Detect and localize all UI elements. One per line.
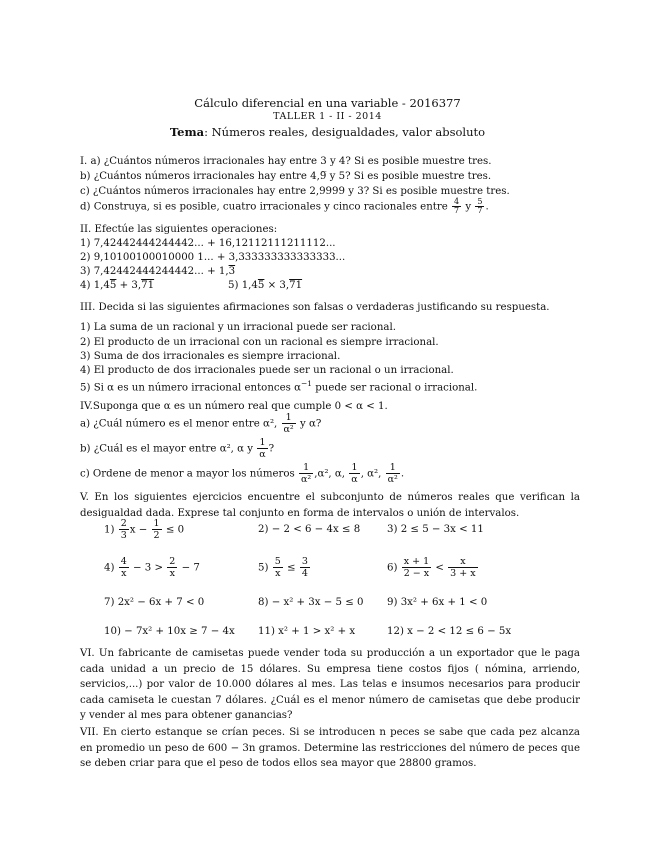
frac-den: 7 [454,206,460,215]
q4b-fraction [257,437,267,460]
q2-op2: 2) 9,10100100010000 1... + 3,333333333333333... [80,252,346,263]
q2-op1: 1) 7,42442444244442... + 16,12112111211112... [80,238,336,249]
q2-op5-b: 5 [257,280,265,291]
frac-num: 1 [257,437,267,449]
e4-label: 4) [104,562,115,574]
q1d-fraction-2 [475,198,484,215]
q2-op4 [80,280,154,291]
e6-fraction-1 [402,556,431,579]
q5-e1 [104,518,184,541]
e6-label: 6) [387,562,398,574]
q4c-mid1: ,α², α, [314,468,349,480]
q4a-fraction [282,412,296,435]
tema-text: : Números reales, desigualdades, valor absoluto [204,125,486,139]
frac-num: 2 [120,518,127,529]
e1-end: ≤ 0 [165,524,185,536]
tema-line [0,125,655,139]
frac-num: 2 [169,556,176,567]
q1d-end: . [485,201,489,213]
frac-den: α² [387,474,398,485]
frac-num: 1 [299,462,313,474]
q1c: c) ¿Cuántos números irracionales hay entre 2,9999 y 3? Si es posible muestre tres. [80,186,510,197]
e4-end: − 7 [181,562,200,574]
frac-num: x [448,556,477,568]
frac-den: α [351,474,358,485]
q2-op5 [228,280,302,291]
e4-mid: − 3 > [133,562,164,574]
q5-e2: 2) − 2 < 6 − 4x ≤ 8 [258,524,361,535]
q3-s5 [80,379,477,393]
e1-fraction-1 [119,518,129,541]
q5-e5 [258,556,311,579]
frac-num: 5 [477,197,483,206]
q4a-suffix: y α? [296,418,322,430]
q4c-fraction-1 [299,462,313,485]
q4a [80,412,321,435]
frac-num: 1 [282,412,296,424]
frac-num: 1 [349,462,359,474]
q2-op4-b: 5 [109,280,117,291]
frac-den: 3 + x [450,568,476,579]
q1d [80,198,489,215]
q2-op4-c: + 3, [116,280,142,291]
q1d-and: y [465,201,472,213]
e4-fraction-1 [119,556,129,579]
q2-op3 [80,266,235,277]
e6-fraction-2 [448,556,477,579]
e5-label: 5) [258,562,269,574]
q5-e7: 7) 2x² − 6x + 7 < 0 [104,597,205,608]
q4-title: IV.Suponga que α es un número real que cumple 0 < α < 1. [80,401,388,412]
q4b-suffix: ? [268,443,275,455]
q2-op5-d: 71 [289,280,303,291]
q1d-fraction-1 [452,198,461,215]
q3-s5-b: puede ser racional o irracional. [312,382,478,394]
q3-s4: 4) El producto de dos irracionales puede ser un racional o un irracional. [80,365,454,376]
frac-den: 2 [153,530,160,541]
frac-den: x [169,568,175,579]
q3-s5-a: 5) Si α es un número irracional entonces α [80,382,301,394]
frac-den: 7 [477,206,483,215]
q3-s1: 1) La suma de un racional y un irracional puede ser racional. [80,322,396,333]
q3-s5-sup: −1 [300,379,313,388]
q5-e4 [104,556,200,579]
q2-op3-text: 3) 7,42442444244442... + 1, [80,266,229,277]
e5-fraction-1 [273,556,283,579]
q4c-prefix: c) Ordene de menor a mayor los números [80,468,298,480]
q2-op3-repeat: 3 [228,266,236,277]
e5-fraction-2 [300,556,310,579]
q2-op4-d: 71 [141,280,155,291]
frac-den: 3 [120,530,127,541]
frac-den: x [121,568,127,579]
q7-text: VII. En cierto estanque se crían peces. Si se introducen n peces se sabe que cada pez alcanza en promedio un peso de 600 − 3n gramos. Determine las restricciones del número de peces que se deben criar para que el peso de todos ellos sea mayor que 28800 gramos. [80,727,580,769]
q2-op5-a: 5) 1,4 [228,280,258,291]
frac-den: α² [300,474,312,485]
frac-den: x [275,568,281,579]
q4c-fraction-2 [349,462,359,485]
q5-e12: 12) x − 2 < 12 ≤ 6 − 5x [387,626,512,637]
q5-e6 [387,556,479,579]
frac-num: 1 [386,462,400,474]
course-title: Cálculo diferencial en una variable - 2016377 [194,96,461,110]
frac-den: 2 − x [403,568,430,579]
frac-num: 1 [153,518,160,529]
q4c [80,462,404,485]
q2-title: II. Efectúe las siguientes operaciones: [80,224,278,235]
frac-num: 4 [454,197,460,206]
q3-title: III. Decida si las siguientes afirmaciones son falsas o verdaderas justificando su respuesta. [80,302,550,313]
e1-fraction-2 [152,518,162,541]
q5-e3: 3) 2 ≤ 5 − 3x < 11 [387,524,484,535]
q4b [80,437,274,460]
q5-intro: V. En los siguientes ejercicios encuentre el subconjunto de números reales que verifican la desigualdad dada. Exprese tal conjunto en forma de intervalos o unión de intervalos. [80,492,580,519]
q5-e9: 9) 3x² + 6x + 1 < 0 [387,597,488,608]
q4c-end: . [400,468,405,480]
tema-label: Tema [169,125,205,139]
e1-label: 1) [104,524,115,536]
q1b: b) ¿Cuántos números irracionales hay entre 4,9̅ y 5? Si es posible muestre tres. [80,171,492,182]
q4c-fraction-3 [386,462,400,485]
q1a: I. a) ¿Cuántos números irracionales hay entre 3 y 4? Si es posible muestre tres. [80,156,492,167]
frac-num: 5 [274,556,281,567]
frac-den: α² [283,424,294,435]
q1d-text: d) Construya, si es posible, cuatro irracionales y cinco racionales entre [80,201,448,213]
e1-mid: x − [129,524,148,536]
e6-mid: < [435,562,444,574]
q5-e10: 10) − 7x² + 10x ≥ 7 − 4x [104,626,235,637]
q3-s3: 3) Suma de dos irracionales es siempre irracional. [80,351,341,362]
q6-text: VI. Un fabricante de camisetas puede vender toda su producción a un exportador que le paga cada unidad a un precio de 15 dólares. Su empresa tiene costos fijos ( nómina, arriendo, servicios,...) por valor de 10.000 dólares al mes. Las telas e insumos necesarios para producir cada camiseta le cuestan 7 dólares. ¿Cuál es el menor número de camisetas que debe producir y vender al mes para obtener ganancias? [80,648,580,721]
frac-den: α [259,449,266,460]
taller-title: TALLER 1 - II - 2014 [273,111,382,122]
q4a-prefix: a) ¿Cuál número es el menor entre α², [80,418,281,430]
frac-num: x + 1 [403,556,430,567]
q4b-prefix: b) ¿Cuál es el mayor entre α², α y [80,443,257,455]
frac-num: 3 [301,556,308,567]
q2-op4-a: 4) 1,4 [80,280,110,291]
e4-fraction-2 [167,556,177,579]
q5-e8: 8) − x² + 3x − 5 ≤ 0 [258,597,364,608]
e5-mid: ≤ [287,562,296,574]
q2-op5-c: × 3, [264,280,290,291]
frac-num: 4 [120,556,127,567]
q4c-mid2: , α², [360,468,385,480]
q5-e11: 11) x² + 1 > x² + x [258,626,356,637]
q3-s2: 2) El producto de un irracional con un racional es siempre irracional. [80,337,439,348]
frac-den: 4 [301,568,308,579]
